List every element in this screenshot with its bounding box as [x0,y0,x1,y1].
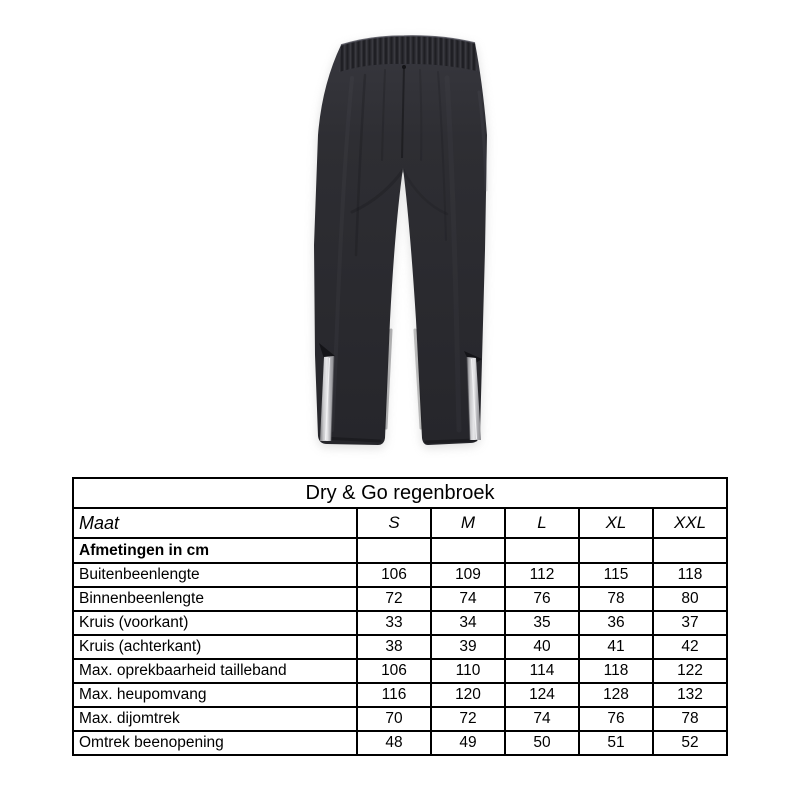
measurement-value: 35 [505,611,579,635]
measurement-value: 49 [431,731,505,755]
measurement-value: 132 [653,683,727,707]
measurement-value: 72 [431,707,505,731]
measurement-value: 114 [505,659,579,683]
table-title: Dry & Go regenbroek [73,478,727,508]
measurement-label: Buitenbeenlengte [73,563,357,587]
measurement-value: 36 [579,611,653,635]
measurement-value: 76 [579,707,653,731]
measurement-label: Binnenbeenlengte [73,587,357,611]
table-row [73,731,727,755]
measurement-value: 112 [505,563,579,587]
section-row [73,538,727,563]
measurement-value: 48 [357,731,431,755]
table-row [73,659,727,683]
measurement-value: 41 [579,635,653,659]
size-table [72,477,728,756]
measurement-value: 106 [357,659,431,683]
size-header-row [73,508,727,538]
measurement-value: 38 [357,635,431,659]
measurement-value: 40 [505,635,579,659]
table-row [73,587,727,611]
empty-cell [357,538,431,563]
size-col-l: L [505,508,579,538]
table-row [73,611,727,635]
measurement-value: 37 [653,611,727,635]
measurement-value: 106 [357,563,431,587]
measurement-value: 50 [505,731,579,755]
size-col-xl: XL [579,508,653,538]
measurement-label: Max. heupomvang [73,683,357,707]
measurement-label: Max. dijomtrek [73,707,357,731]
measurement-value: 52 [653,731,727,755]
measurement-value: 72 [357,587,431,611]
empty-cell [505,538,579,563]
measurement-label: Kruis (voorkant) [73,611,357,635]
table-row [73,635,727,659]
measurement-value: 80 [653,587,727,611]
measurement-label: Max. oprekbaarheid tailleband [73,659,357,683]
size-col-m: M [431,508,505,538]
measurement-value: 124 [505,683,579,707]
measurement-value: 39 [431,635,505,659]
measurement-value: 74 [431,587,505,611]
measurement-value: 122 [653,659,727,683]
measurement-value: 115 [579,563,653,587]
measurement-value: 42 [653,635,727,659]
measurement-value: 76 [505,587,579,611]
empty-cell [579,538,653,563]
measurement-label: Kruis (achterkant) [73,635,357,659]
measurement-value: 118 [653,563,727,587]
measurement-rows [73,563,727,755]
empty-cell [431,538,505,563]
measurement-value: 34 [431,611,505,635]
measurement-value: 116 [357,683,431,707]
table-row [73,707,727,731]
section-label: Afmetingen in cm [73,538,357,563]
measurement-label: Omtrek beenopening [73,731,357,755]
measurement-value: 74 [505,707,579,731]
table-row [73,563,727,587]
measurement-value: 110 [431,659,505,683]
measurement-value: 70 [357,707,431,731]
empty-cell [653,538,727,563]
measurement-value: 118 [579,659,653,683]
table-row [73,683,727,707]
size-col-xxl: XXL [653,508,727,538]
measurement-value: 120 [431,683,505,707]
size-header-label: Maat [73,508,357,538]
measurement-value: 78 [579,587,653,611]
measurement-value: 33 [357,611,431,635]
measurement-value: 109 [431,563,505,587]
table-title-row [73,478,727,508]
size-col-s: S [357,508,431,538]
measurement-value: 51 [579,731,653,755]
measurement-value: 128 [579,683,653,707]
measurement-value: 78 [653,707,727,731]
